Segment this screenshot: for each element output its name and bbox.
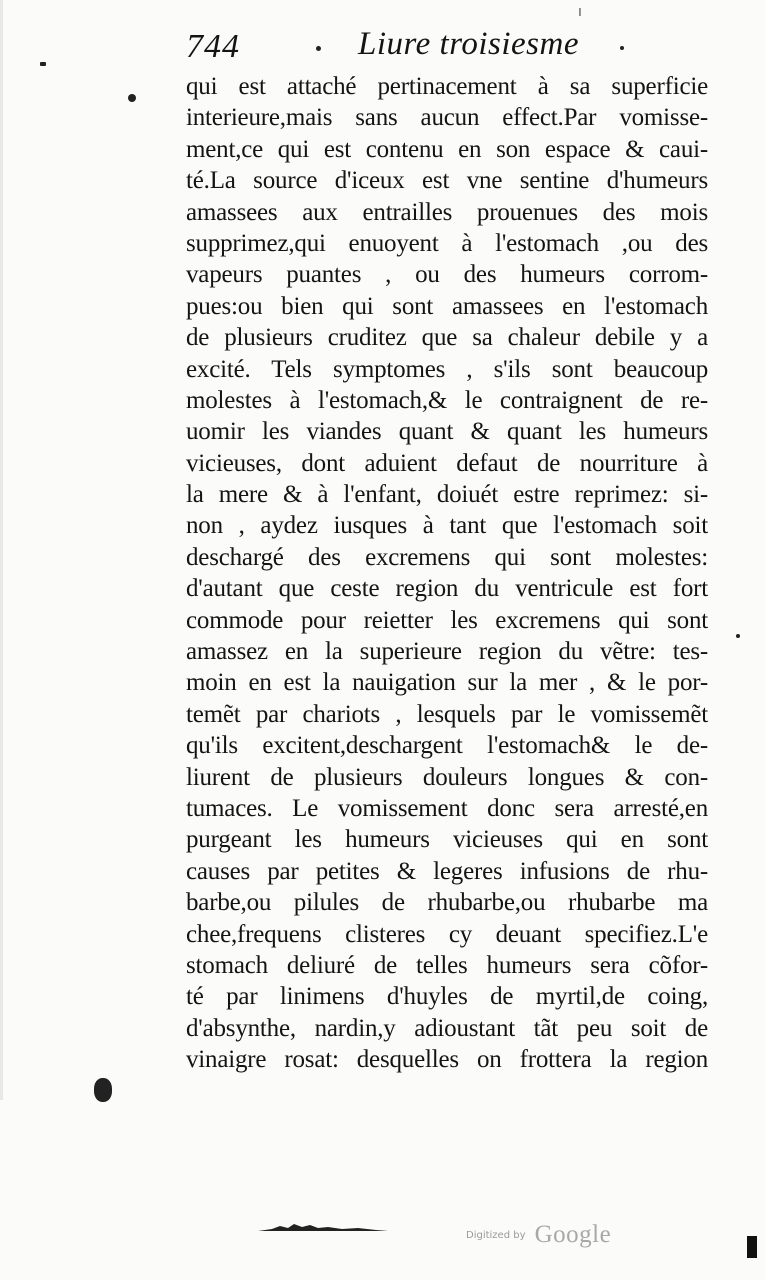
text-line: uomir les viandes quant & quant les humeurs <box>186 418 708 446</box>
digitized-watermark <box>466 1221 611 1249</box>
google-logo: Google <box>534 1221 612 1248</box>
text-line: moin en est la nauigation sur la mer , & le por- <box>186 669 708 697</box>
text-line: stomach deliuré de telles humeurs sera cõfor- <box>186 951 708 979</box>
watermark-prefix: Digitized by <box>466 1229 526 1241</box>
text-line: vapeurs puantes , ou des humeurs corrom- <box>186 261 708 289</box>
text-line: vinaigre rosat: desquelles on frottera la region <box>186 1046 708 1074</box>
text-line: pues:ou bien qui sont amassees en l'estomach <box>186 292 708 320</box>
text-line: ment,ce qui est contenu en son espace & caui- <box>186 135 708 163</box>
text-line: amassez en la superieure region du vẽtre: tes- <box>186 638 708 666</box>
page-number: 744 <box>186 28 240 65</box>
text-line: tumaces. Le vomissement donc sera arresté,en <box>186 794 708 822</box>
page-edge-shadow <box>0 0 3 1100</box>
ink-blot <box>94 1078 112 1102</box>
text-line: causes par petites & legeres infusions de rhu- <box>186 857 708 885</box>
text-line: barbe,ou pilules de rhubarbe,ou rhubarbe ma <box>186 889 708 917</box>
text-line: interieure,mais sans aucun effect.Par vomisse- <box>186 104 708 132</box>
text-line: d'absynthe, nardin,y adioustant tãt peu soit de <box>186 1014 708 1042</box>
text-line: qu'ils excitent,deschargent l'estomach& le de- <box>186 732 708 760</box>
ink-speck <box>620 46 624 50</box>
running-head: Liure troisiesme <box>358 26 579 62</box>
text-line: la mere & à l'enfant, doiuét estre reprimez: si- <box>186 481 708 509</box>
text-line: temẽt par chariots , lesquels par le vomissemẽt <box>186 700 708 728</box>
text-line: supprimez,qui enuoyent à l'estomach ,ou des <box>186 229 708 257</box>
ink-speck <box>40 62 46 66</box>
text-line: deschargé des excremens qui sont molestes: <box>186 543 708 571</box>
text-line: liurent de plusieurs douleurs longues & con- <box>186 763 708 791</box>
text-line: purgeant les humeurs vicieuses qui en sont <box>186 826 708 854</box>
text-line: qui est attaché pertinacement à sa superficie <box>186 73 708 100</box>
corner-tick-mark: ı <box>578 4 582 20</box>
text-line: molestes à l'estomach,& le contraignent de re- <box>186 386 708 414</box>
ink-speck <box>316 46 321 51</box>
text-line: té par linimens d'huyles de myrtil,de coing, <box>186 983 708 1011</box>
text-line: d'autant que ceste region du ventricule est fort <box>186 575 708 603</box>
text-line: té.La source d'iceux est vne sentine d'humeurs <box>186 167 708 195</box>
ink-speck <box>736 634 740 638</box>
body-text <box>186 71 708 1076</box>
scan-smudge <box>258 1222 388 1232</box>
page-corner-mark <box>747 1236 757 1258</box>
text-line: amassees aux entrailles prouenues des mois <box>186 198 708 226</box>
page-header <box>186 24 726 72</box>
text-line: chee,frequens clisteres cy deuant specifiez.L'e <box>186 920 708 948</box>
text-line: de plusieurs cruditez que sa chaleur debile y a <box>186 324 708 352</box>
text-line: vicieuses, dont aduient defaut de nourriture à <box>186 449 708 477</box>
text-line: non , aydez iusques à tant que l'estomach soit <box>186 512 708 540</box>
text-line: excité. Tels symptomes , s'ils sont beaucoup <box>186 355 708 383</box>
text-line: commode pour reietter les excremens qui sont <box>186 606 708 634</box>
ink-speck <box>128 94 136 102</box>
